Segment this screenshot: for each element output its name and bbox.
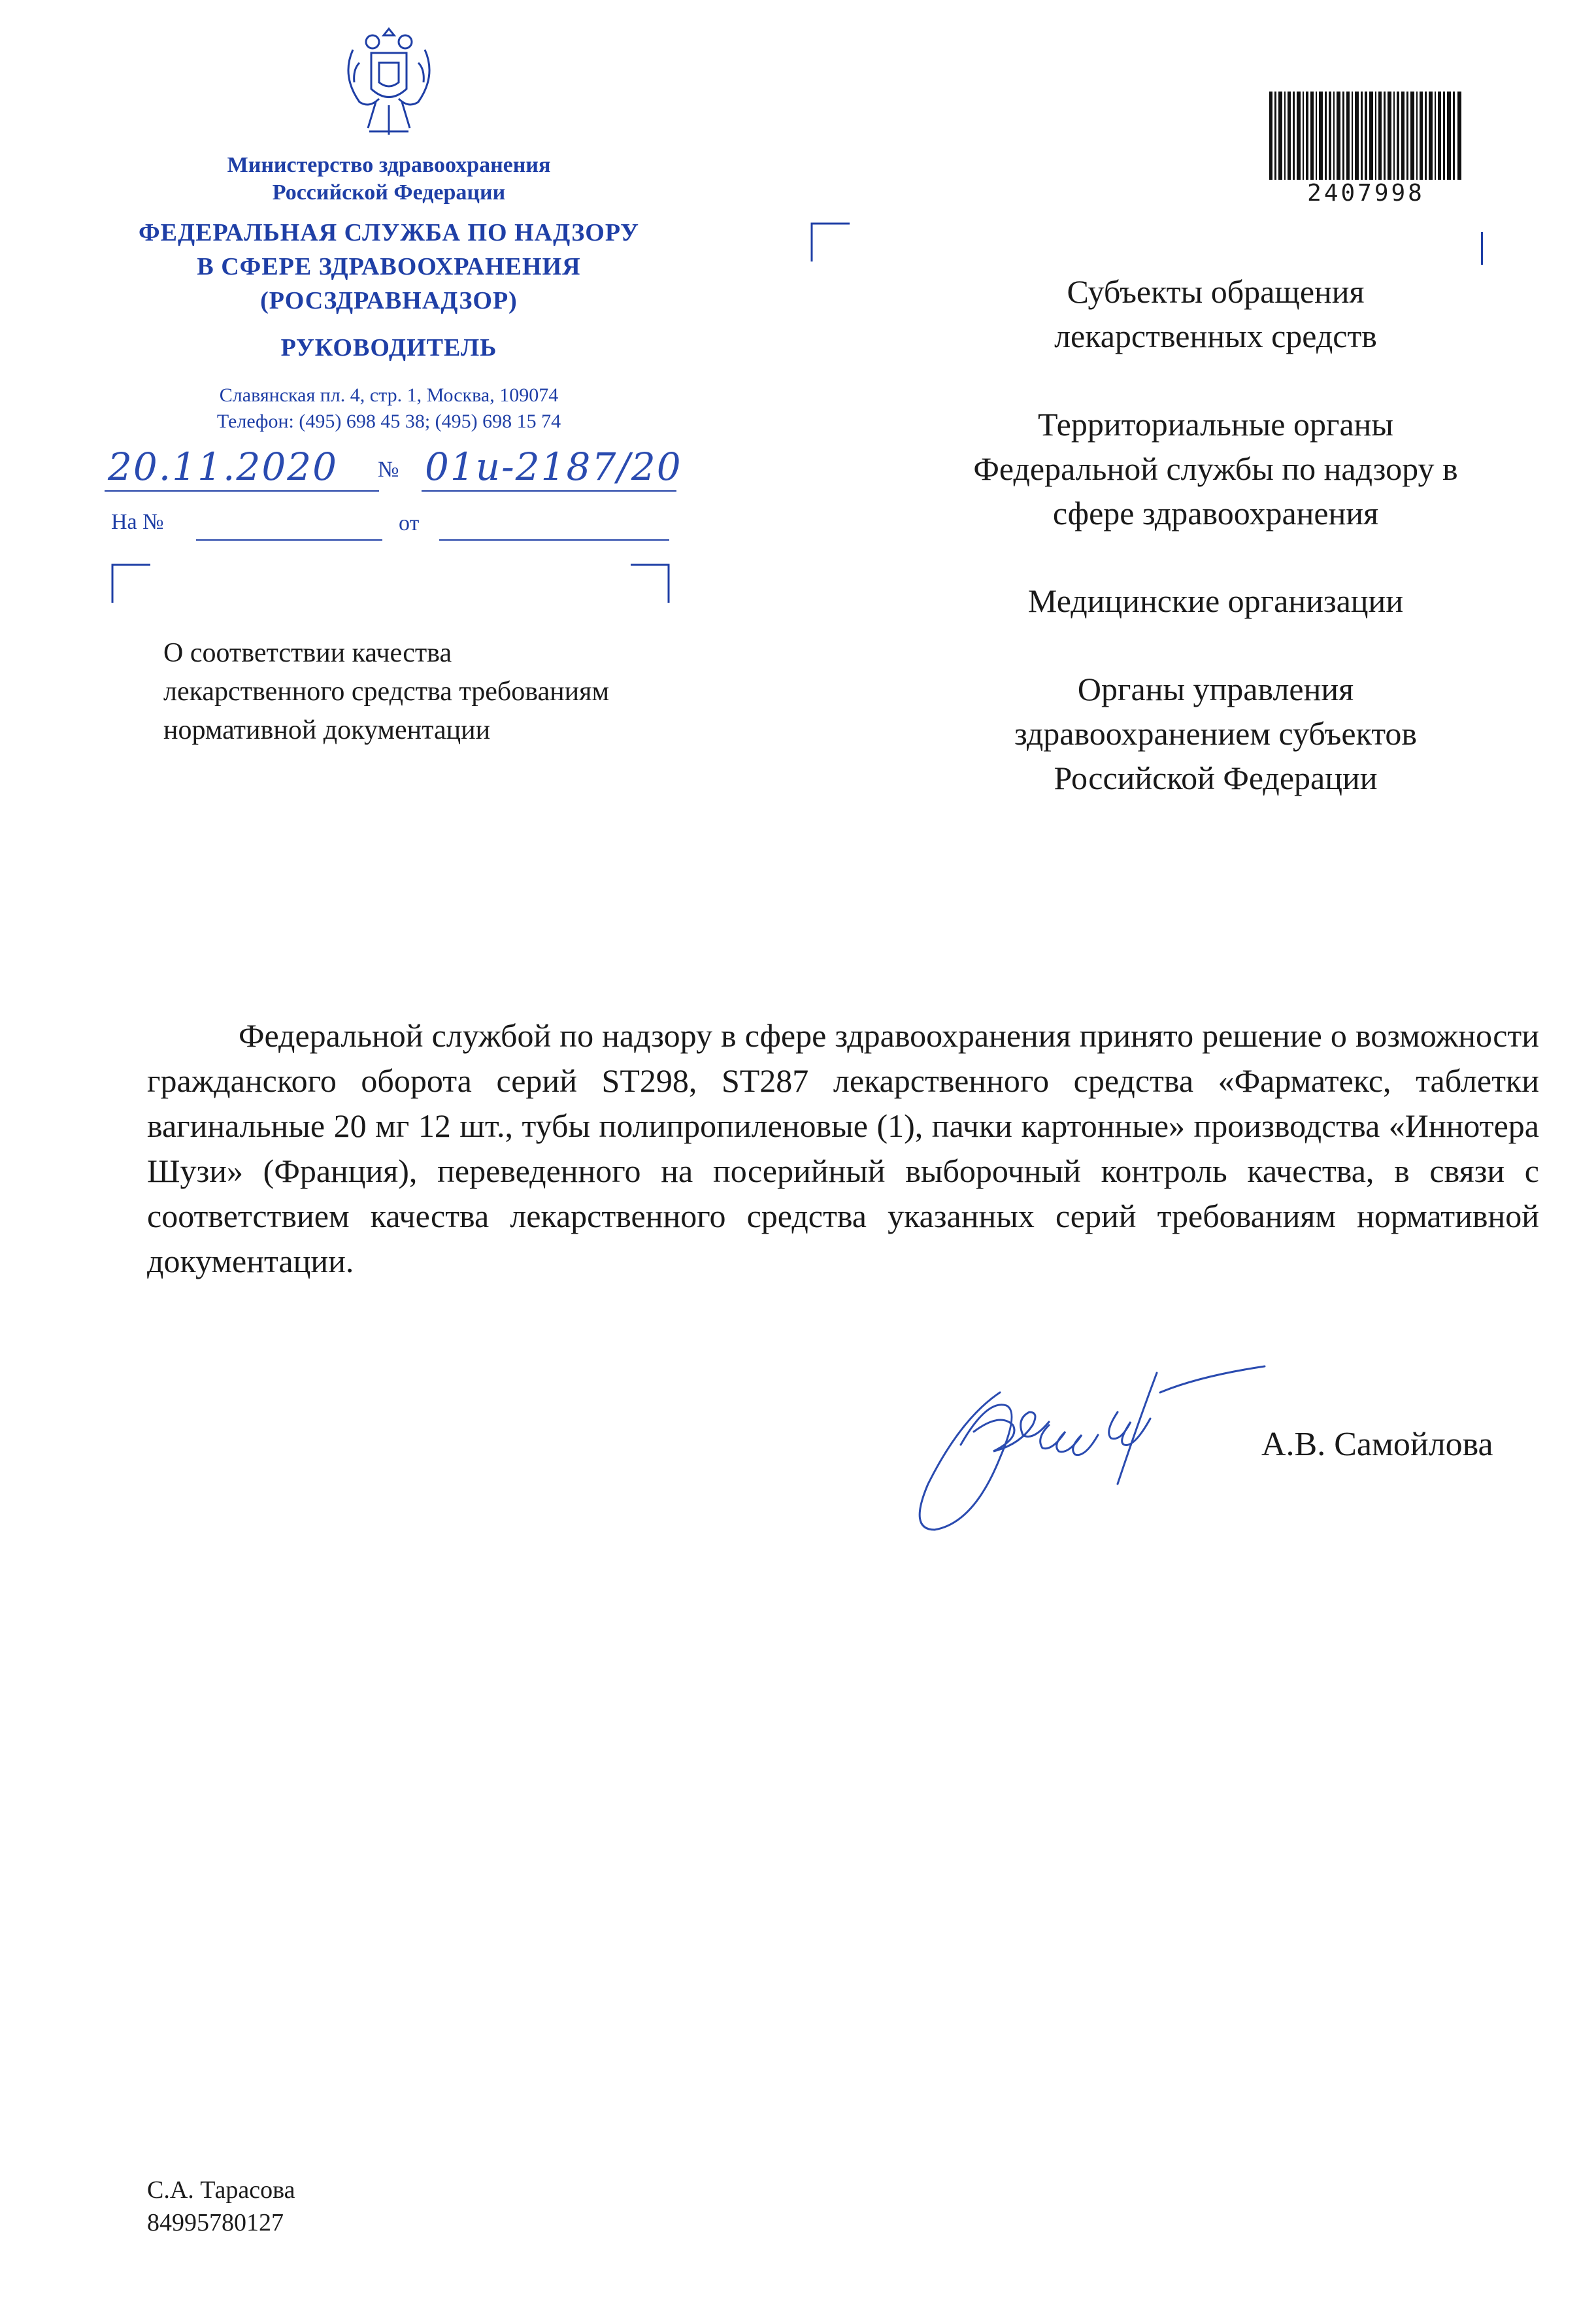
date-underline <box>105 490 379 492</box>
barcode-icon <box>1268 92 1464 180</box>
addressee-1 <box>863 269 1569 358</box>
address-block <box>85 382 693 435</box>
ministry-line-2: Российской Федерации <box>272 180 506 205</box>
outgoing-number: 01и-2187/20 <box>425 445 682 489</box>
coat-of-arms-emblem-icon <box>340 24 438 148</box>
addressee-4-line-2: здравоохранением субъектов <box>1014 715 1418 752</box>
reply-from-label: от <box>399 511 420 535</box>
addressee-3 <box>863 579 1569 623</box>
number-underline <box>422 490 676 492</box>
addressee-corner-right <box>1481 232 1483 265</box>
service-line-1: ФЕДЕРАЛЬНАЯ СЛУЖБА ПО НАДЗОРУ <box>139 219 639 246</box>
ministry-line-1: Министерство здравоохранения <box>227 153 551 177</box>
addressee-2-line-2: Федеральной службы по надзору в <box>973 450 1458 487</box>
address-line: Славянская пл. 4, стр. 1, Москва, 109074 <box>219 384 559 406</box>
service-line-2: В СФЕРЕ ЗДРАВООХРАНЕНИЯ <box>197 253 581 280</box>
subject-corner-left-icon <box>111 564 150 603</box>
barcode-number: 2407998 <box>1307 180 1425 207</box>
reply-number-label: На № <box>111 510 164 534</box>
body-paragraph: Федеральной службой по надзору в сфере здравоохранения принято решение о возможности гражданского оборота серий ST298, ST287 лекарственного средства «Фарматекс, таблетки вагинальные 20 мг 12 шт., тубы полипропиленовые (1), пачки картонные» производства «Иннотера Шузи» (Франция), переведенного на посерийный выборочный контроль качества, в связи с соответствием качества лекарственного средства указанных серий требованиям нормативной документации. <box>147 1017 1539 1279</box>
executor-block <box>147 2174 295 2239</box>
position-title: РУКОВОДИТЕЛЬ <box>280 334 497 362</box>
handwritten-signature-icon <box>902 1334 1314 1543</box>
addressee-3-line-1: Медицинские организации <box>1027 582 1404 619</box>
number-label: № <box>378 458 399 482</box>
subject-line-3: нормативной документации <box>163 715 491 745</box>
addressee-2-line-3: сфере здравоохранения <box>1052 495 1379 531</box>
subject-corner-right-icon <box>631 564 670 603</box>
executor-name: С.А. Тарасова <box>147 2176 295 2204</box>
service-name <box>85 216 693 318</box>
reply-from-underline <box>439 539 669 541</box>
subject-line-1: О соответствии качества <box>163 638 452 668</box>
addressee-4-line-1: Органы управления <box>1077 671 1354 707</box>
addressee-4 <box>863 667 1569 800</box>
addressee-2-line-1: Территориальные органы <box>1037 406 1394 443</box>
addressee-4-line-3: Российской Федерации <box>1054 760 1378 796</box>
addressee-2 <box>863 402 1569 535</box>
phone-line: Телефон: (495) 698 45 38; (495) 698 15 74 <box>216 411 561 432</box>
outgoing-date: 20.11.2020 <box>108 445 339 489</box>
addressee-1-line-1: Субъекты обращения <box>1067 273 1365 310</box>
addressee-1-line-2: лекарственных средств <box>1054 318 1377 354</box>
executor-phone: 84995780127 <box>147 2209 284 2236</box>
subject-line-2: лекарственного средства требованиям <box>163 677 610 707</box>
ministry-name <box>118 152 660 207</box>
service-line-3: (РОСЗДРАВНАДЗОР) <box>260 287 518 314</box>
reply-number-underline <box>196 539 382 541</box>
addressee-corner-left-icon <box>810 222 850 261</box>
signatory-name: А.В. Самойлова <box>1261 1426 1493 1463</box>
subject-block <box>163 634 752 750</box>
